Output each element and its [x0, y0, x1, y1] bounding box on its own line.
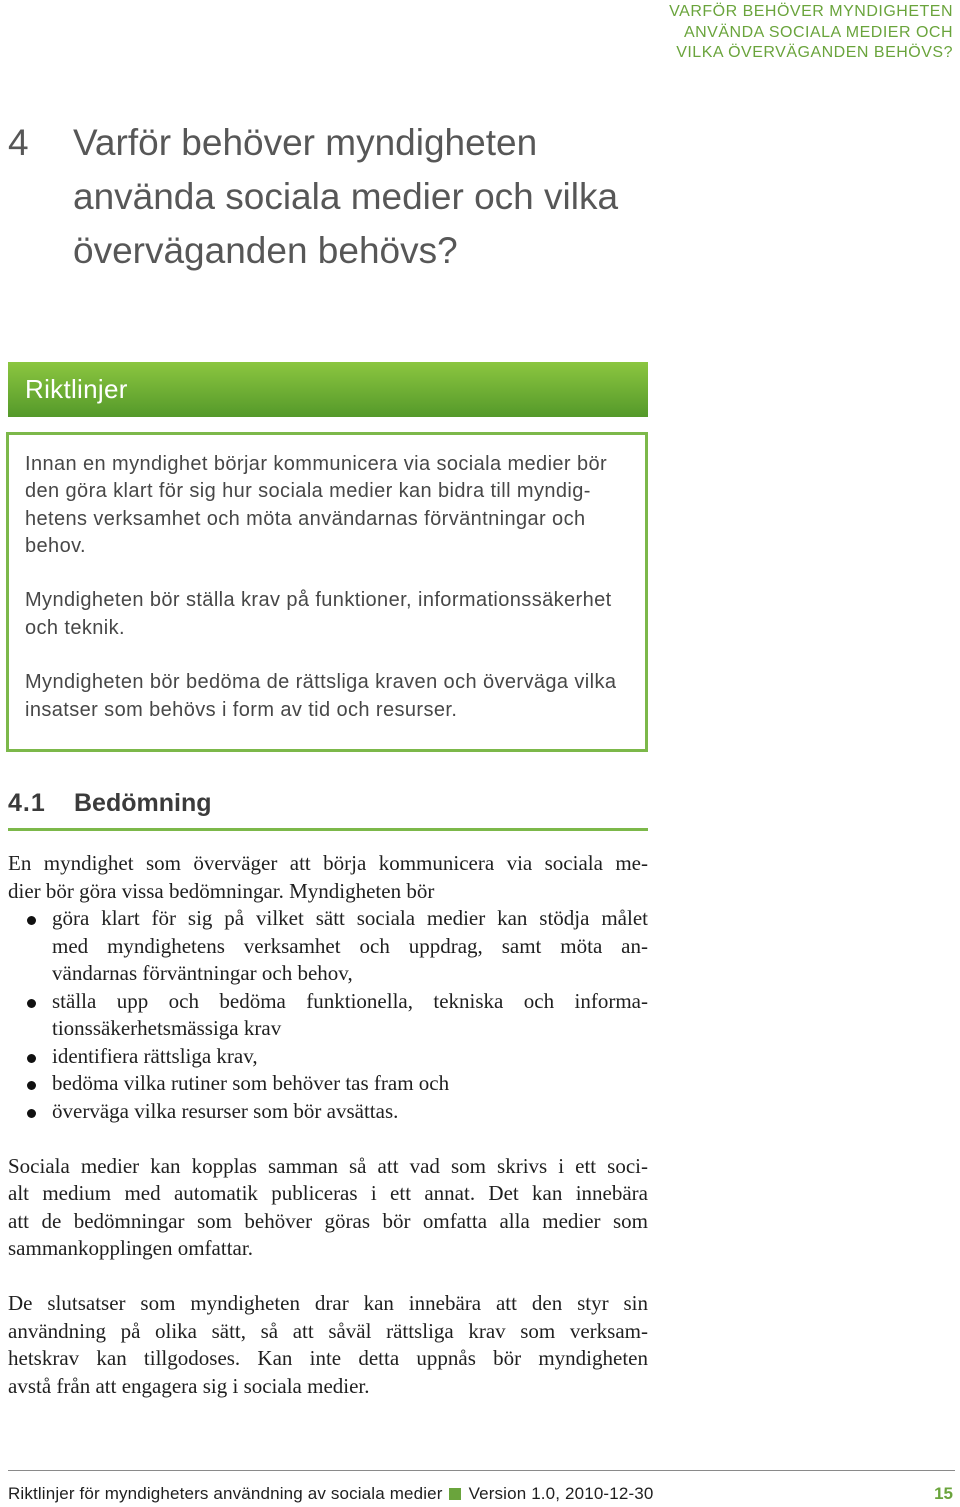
chapter-title: [73, 116, 618, 278]
guidelines-header-bar: [8, 362, 648, 417]
guidelines-box: [6, 432, 648, 752]
text-line: Myndigheten bör ställa krav på funktioner, informationssäkerhet: [25, 589, 612, 612]
bullet-list: [8, 905, 648, 1125]
page-number: 15: [934, 1484, 953, 1503]
text-line: sammankopplingen omfattar.: [8, 1236, 253, 1260]
bullet-dot-icon: [27, 1054, 36, 1063]
chapter-title-line: överväganden behövs?: [73, 230, 458, 271]
text-line: tionssäkerhetsmässiga krav: [52, 1016, 282, 1040]
text-line: användning på olika sätt, så att såväl rättsliga krav som verksam-: [8, 1318, 648, 1343]
guidelines-title: Riktlinjer: [25, 374, 128, 404]
text-line: De slutsatser som myndigheten drar kan innebära att den styr sin: [8, 1291, 648, 1315]
bullet-dot-icon: [27, 999, 36, 1008]
footer-version: Version 1.0, 2010-12-30: [468, 1484, 654, 1503]
text-line: vändarnas förväntningar och behov,: [52, 961, 353, 985]
section-title: Bedömning: [74, 789, 212, 817]
bullet-dot-icon: [27, 1081, 36, 1090]
running-header-line: VARFÖR BEHÖVER MYNDIGHETEN: [669, 3, 953, 20]
square-bullet-icon: [449, 1488, 461, 1500]
text-line: insatser som behövs i form av tid och resurser.: [25, 698, 458, 721]
text-line: med myndighetens verksamhet och uppdrag, samt möta an-: [52, 933, 648, 958]
text-line: identifiera rättsliga krav,: [52, 1043, 258, 1068]
bullet-item: [8, 1070, 648, 1098]
bullet-item: [8, 905, 648, 988]
running-header-line: VILKA ÖVERVÄGANDEN BEHÖVS?: [676, 44, 953, 61]
section-number: 4.1: [8, 789, 46, 817]
section-body: [8, 850, 648, 1400]
footer-divider: [8, 1470, 955, 1471]
guideline-paragraph: [25, 669, 645, 724]
intro-paragraph: [8, 850, 648, 905]
bullet-dot-icon: [27, 916, 36, 925]
footer-publication-title: Riktlinjer för myndigheters användning av sociala medier: [8, 1484, 443, 1503]
text-line: ställa upp och bedöma funktionella, tekniska och informa-: [52, 988, 648, 1013]
body-paragraph: [8, 1290, 648, 1400]
bullet-item: [8, 1098, 648, 1126]
text-line: En myndighet som överväger att börja kommunicera via sociala me-: [8, 851, 648, 875]
text-line: behov.: [25, 534, 86, 557]
guideline-paragraph: [25, 587, 645, 642]
chapter-title-line: använda sociala medier och vilka: [73, 176, 619, 217]
text-line: avstå från att engagera sig i sociala medier.: [8, 1373, 370, 1398]
text-line: hetens verksamhet och möta användarnas förväntningar och: [25, 507, 586, 530]
text-line: och teknik.: [25, 616, 126, 639]
running-header: [669, 2, 953, 64]
chapter-title-line: Varför behöver myndigheten: [73, 122, 538, 163]
section-divider: [8, 828, 648, 831]
bullet-item: [8, 988, 648, 1043]
text-line: bedöma vilka rutiner som behöver tas fram och: [52, 1071, 450, 1095]
text-line: Sociala medier kan kopplas samman så att vad som skrivs i ett soci-: [8, 1153, 648, 1178]
text-line: alt medium med automatik publiceras i ett annat. Det kan innebära: [8, 1181, 648, 1205]
bullet-dot-icon: [27, 1109, 36, 1118]
text-line: göra klart för sig på vilket sätt sociala medier kan stödja målet: [52, 906, 648, 930]
text-line: Innan en myndighet börjar kommunicera via sociala medier bör: [25, 453, 608, 475]
text-line: hetskrav kan tillgodoses. Kan inte detta uppnås bör myndigheten: [8, 1346, 648, 1370]
text-line: dier bör göra vissa bedömningar. Myndigheten bör: [8, 878, 435, 903]
text-line: den göra klart för sig hur sociala medier kan bidra till myndig-: [25, 480, 591, 503]
footer: [8, 1484, 653, 1504]
text-line: överväga vilka resurser som bör avsättas.: [52, 1098, 399, 1123]
bullet-item: [8, 1043, 648, 1071]
text-line: att de bedömningar som behöver göras bör omfatta alla medier som: [8, 1208, 648, 1233]
text-line: Myndigheten bör bedöma de rättsliga kraven och överväga vilka: [25, 671, 617, 694]
chapter-number: 4: [8, 122, 29, 163]
body-paragraph: [8, 1153, 648, 1263]
guideline-paragraph: [25, 451, 645, 560]
running-header-line: ANVÄNDA SOCIALA MEDIER OCH: [683, 23, 953, 41]
